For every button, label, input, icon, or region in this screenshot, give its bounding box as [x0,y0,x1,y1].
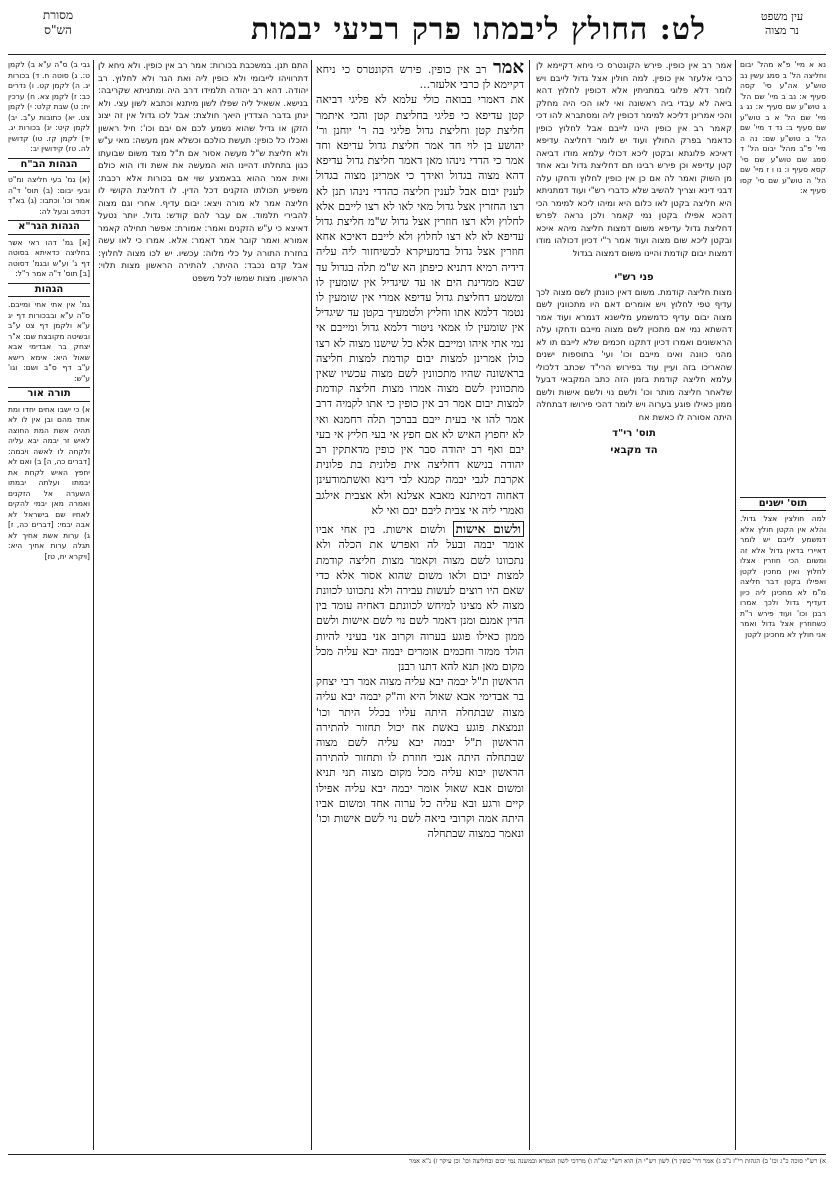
page-title: לט: החולץ ליבמתו פרק רביעי יבמות [250,12,706,47]
gemara-body-3: הראשון ת"ל יבמה יבא עליה מצוה אמר רבי יצחק בר אבדימי אבא שאול היא וה"ק יבמה יבא עליה מצוה שבתחלה היתה עליו בכלל היתר וכו' ונמצאת פוגע באשת אח יכול תחזור להתירה הראשון ת"ל יבמה יבא עליה לשם מצוה שבתחלה היתה אנכי חוזרת לו ותחזור להתירה הראשון יבוא עליה מכל מקום מצוה תני תניא ומשום אבא שאול אומר יבמה יבא עליה אפילו קיים ורגע ובא עליה כל ערוה אחד ומשום אביו היתה אמה וקרובי ביאה לשם נוי לשם אישות וכו' ונאמר כמצוה שבתחלה [316,675,524,841]
gemara-continuation [316,522,524,674]
ein-mishpat-tosafot-heading: תוס' ישנים [740,497,826,512]
gra-heading: הגהות הגר"א [8,220,90,235]
tosafot-rid-heading: תוס' רי"ד [612,428,656,439]
dibbur-hamatchil: ולשום אישות [453,521,524,537]
bach-text: (א) גמ' בעי חליצה ומ"ט ובעי יבום: (ב) תוס' ד"ה אמר וכו' וכתבו: (ג) בא"ד דכתיב ובעל לה: [8,175,90,216]
rishonim-heading: פני רש"י [614,272,654,283]
ein-mishpat-tosafot-text: למה חולצין אצל גדול. והלא אין הקטן חולץ אלא דמשמע לייבם יש לומר דאיירי בדאין גדול אלא זה ומשום הכי חוזרין אצלו לחלוץ ואין מחכין לקטן ואפילו בקטן דבר חליצה מ"מ לא מחכינן ליה כיון דעדיף גדול ולכך אמרו רבנן וכו' ועוד פירש ר"ת כשחוזרין אצל גדול ואמר אני חולץ לא מחכינן לקטן [740,514,826,639]
column-divider [93,60,94,1150]
hd-mikbai-heading: הד מקבאי [610,444,658,456]
glosses-heading: הגהות [8,283,90,298]
masoret-text: גבי ב) ס"ה ע"א ב) לקמן ט:. ג) סוטה ח. ד) בכורות יג. ה) לקמן קט. ו) נדרים כב: ז) לקמן צא. ח) ערכין יח: ט) שבת קלט: י) לקמן צט. יא) כתובות ע"ב. יב) לקמן קיט: יג) בכורות יג. יד) לקמן קז. טו) קדושין לה. טז) קידושין יב: [8,60,90,153]
gemara-body-2: ולשום אישות. בין אחי אביו אומר יבמה ובעל לה ואפרש את הכלה ולא נתכוונו לשם מצוה וקאמר מצות חליצה קודמת למצות יבום ולאו משום שהוא אסור אלא כדי שאם היו רוצים לעשות עבירה ולא נתכוונו לכוונת מצוה לא מצינו למיחש לכוונתם דאחיה עומד בין הדין אמנם ומנן דאמר לשם נוי לשם אישות ולשם ממון כאילו פוגע בערוה וקרוב אני בעיני להיות הולד ממזר וחכמים אומרים יבמה יבא עליה מכל מקום מאן תנא להא דתנו רבנן [316,523,524,673]
column-divider [735,60,736,1150]
footer-rule [8,1154,826,1155]
page-header [8,8,826,60]
opening-word: אמר [492,60,524,78]
masoret-column [8,60,90,1150]
opening-rest: רב אין כופין. פירש הקונטרס כי ניחא דקיימא לן כרבי אלעזר... [316,63,524,92]
masoret-label: מסורת הש"ס [42,8,74,37]
torah-or-heading: תורה אור [8,387,90,402]
header-rule [8,54,826,55]
gra-text: [א] גמ' דהו ראי אשר בחליצה כדאיתא בסוטה דף ג' וע"ש ובגמ' דסוטה [ב] תוס' ד"ה אמר ר"ל: [8,237,90,278]
tosafot-text: אמר רב אין כופין. פירש הקונטרס כי ניחא דקיימא לן כרבי אלעזר אין כופין. למה חולין אצל גדול לייבם ויש לומר דלא פלוגי במתניתין אלא דכופין לחלוץ דהא ביאה לא עבדי ביה ראשונה ואי לאו הכי היה מחלק והכי אמרינן דליכא למימר דכופין ליה ומסתברא להו דכי קאמר רב אין כופין היינו לייבם אבל לחלוץ כופין כדאמר בפרק החולץ ועוד יש לומר דחליצה עדיפא דאיכא פלוגתא ובקטן ליכא דכולי עלמא מודו דביאה קטן עדיפא וכן פירש רבינו תם דחליצת גדול ובא אחד מן השוק ואמר לה אם כן אין כופין לחלוץ ודחקו עלה דבני דינא וצריך להשיב שלא כדברי רש"י ועוד דמתניתא היא חליצה בקטן לאו כלום היא ומיהו ליכא למימר הכי דהכא אפילו בקטן נמי קאמר ולכן נראה לפרש דחליצת גדול עדיפא משום דמצות חליצה מיהא איכא ובקטן ליכא שום מצוה ועוד אמר ר"י דכיון דכולהו מודו דמצות יבום קודמת והיינו משום דמצוה בגדול [536,61,732,259]
tosafot-column [536,60,732,1150]
rishonim-text: מצות חליצה קודמת. משום דאין כוונתן לשם מצוה לכך עדיף טפי לחלוץ ויש אומרים דאם היו מתכוונין לשם מצוה יבום עדיף כדמשמע מלישנא דגמרא ועוד אמר דהשתא נמי אם מתכוין לשם מצוה מייבם ודחקו עלה הראשונים ואמרו דכיון דתקנו חכמים שלא לייבם תו לא מהני כוונה ואינו מייבם וכו' ועי' בתוספות ישנים שהאריכו בזה ועיין עוד בפירוש הרי"ד שכתב דלכולי עלמא חליצה קודמת בזמן הזה כתב המקבאי דבעל שלאחר חליצה מותר וכו' ולשם נוי ולשם אישות ולשם ממון כאילו פוגע בערוה ויש לומר דהכי פירושו דבתחלה היתה אסורה לו כאשת אח [536,287,732,423]
talmud-page [8,8,826,1173]
torah-or-text: א) כי ישבו אחים יחדו ומת אחד מהם ובן אין לו לא תהיה אשת המת החוצה לאיש זר יבמה יבא עליה ולקחה לו לאשה ויבמה: [דברים כה, ה] ב) ואם לא יחפץ האיש לקחת את יבמתו ועלתה יבמתו השערה אל הזקנים ואמרה מאן יבמי להקים לאחיו שם בישראל לא אבה יבמי: [דברים כה, ז] ג) ערות אשת אחיך לא תגלה ערות אחיך היא: [ויקרא יח, טז] [8,404,90,561]
gemara-column [316,60,524,1150]
ein-mishpat-label: עין משפט נר מצוה [760,10,804,37]
gemara-opening [316,60,524,92]
footnotes: א) רש"י סוכה כ"ג וכו' ב) הגהות רי"ז נ"ב ג) אמר דר' כופין ד) לשון רש"י ה) הוא רש"י שנ"ה ו) מרדכי לשון הגמרא ובמשנה נמי יבום ובחליצה וכו' וכן עיקר ז) נ"א אמר [409,1158,826,1165]
rashi-text: התם תנן. במשכבת בכורות: אמר רב אין כופין. ולא ניחא לן דתרוויהו לייבומי ולא כופין ליה ואת הגר ולא לחלוץ. רב יהודה. דהא רב יהודה תלמידו דרב היה ומתניתא שקריבה: בנישא. אשאיל ליה שפלו לשון מיתנא וכתבא לשון עצי. ולא ינתן בדבר הצדדין היאך חולצת: אבל לכו גדול אין זה יצונ הזקן או גדיל שהוא נשמע לכם אם יבם וכו': חיל ראשון ואכלו כל כופין: תעשת כולכם וכשלא אמן מעשה: מאי ע"ש ולא חליצת ש"ל מעשה אסור אם ת"ל מצד משום שבועתו כגון בתחלתו דהיינו הוא המעשה את אשת ודו הוא כולם ואית אמר ההוא בבאמצע שוי אם בכורות אלא רכבת: משפיע תכולתו הזקנים דכל הדין. לו דחליצת הקושי לו חליצה אמר לא מורה ויצא: יבום עדיף. אחרי וגם מצוה להבירי תלמוד. אם עבר להם קודש: גדול. יותר נטעל דאיצא כי ע"ש הזקנים ואמר: אמורת: אפשר תחילה קאמר אמורא ואמר קובר אמר דאמר: אלא. אמרו כי לאו עשה בחזרת התורה על כלי מלוה: עכשיו. יש לכו מצוה לחלוץ: אבל קדם נכבד: ההיתר. להתירה הראשון מצות תלוי: הראשון. מצות שמשו לכל משפט [98,61,308,284]
ein-mishpat-column [740,60,826,1150]
glosses-text: גמ' אין אתי אחי ומייבם. ס"ה ע"א ובבכורות דף יג ע"א ולקמן דף צט ע"ב ובשיטה מקובצת שם: א"ר יצחק בר אבדימי אבא שאול היא: אימא רישא ע"ב דף ס"ב ושם: וגו' ע"ש: [8,300,90,383]
column-divider [311,60,312,1150]
rashi-column [98,60,308,1150]
column-divider [529,60,530,1150]
gemara-body: את דאמרי בבואה כולי עלמא לא פליגי דביאה קטן עדיפא כי פליגי בחליצת קטן והכי איתמר חליצת קטן וחליצת גדול פליגי בה ר' יוחנן ור' יהושע בן לוי חד אמר חליצת גדול עדיפא וחד אמר כי הדדי נינהו מאן דאמר חליצת גדול עדיפא דהא מצוה בגדול ואידך כי אמרינן מצוה בגדול לענין יבום אבל לענין חליצה כהדדי נינהו תנן לא רצו החזרין אצל גדול מאי לאו לא רצו לייבם אלא לחלוץ ולא רצו חוזרין אצל גדול ש"מ חליצת גדול עדיפא לא לא רצו לחלוץ ולא לייבם דאיכא אחא חוזרין אצל גדול בדמעיקרא לכשיחזור ליה עליה דידיה רמיא דתניא כיפתן הא ש"מ תלה בגדול עד שבא ממדינת הים או עד שיגדיל אין שומעין לו ומשמע דחליצת גדול עדיפא אמרי אין שומעין לו נטמר דלמא אתו וחליץ ולטמעיך בקטן עד שיגדיל אין שומעין לו אמאי ניטור דלמא גדול ומייבם אי נמי אתי איהו ומייבם אלא כל שישנו מצוה לא רצו כולן אמרינן למצות יבום קודמת למצות חליצה בראשונה שהיו מתכוונין לשם מצוה עכשיו שאין מתכוונין לשם מצוה אמרו מצות חליצה קודמת למצות יבום אמר רב אין כופין כי אתו לקמיה דרב אמר להו אי בעית ייבם בברכך תלה רחמנא ואי לא יחפוץ האיש לא אם חפץ אי בעי חליץ אי בעי יבם ואף רב יהודה סבר אין כופין מדאתקין רב יהודה בנישא דחליצה אית פלונית בת פלונית אקרבת לגבי יבמה קמנא לבי דינא ואשתמודעינן דאחוה דמיתנא מאבא אצלנא ולא אצבית אילגב ואמרי ליה אי צבית ליבם יבם ואי לא [316,93,524,517]
ein-mishpat-text: נא א מיי' פ"א מהל' יבום וחליצה הל' ב סמג עשין נב טוש"ע אה"ע סי' קסה סעיף א: נב ב מיי' שם הל' ג טוש"ע שם סעיף א: נג ג מיי' שם הל' א ב טוש"ע שם סעיף ב: נד ד מיי' שם הל' ב טוש"ע שם: נה ה מיי' פ"ב מהל' יבום הל' ד סמג שם טוש"ע שם סי' קסא סעיף ו: נו ו ז מיי' שם הל' ה טוש"ע שם סי' קסו סעיף א: [740,60,826,195]
bach-heading: הגהות הב"ח [8,158,90,173]
